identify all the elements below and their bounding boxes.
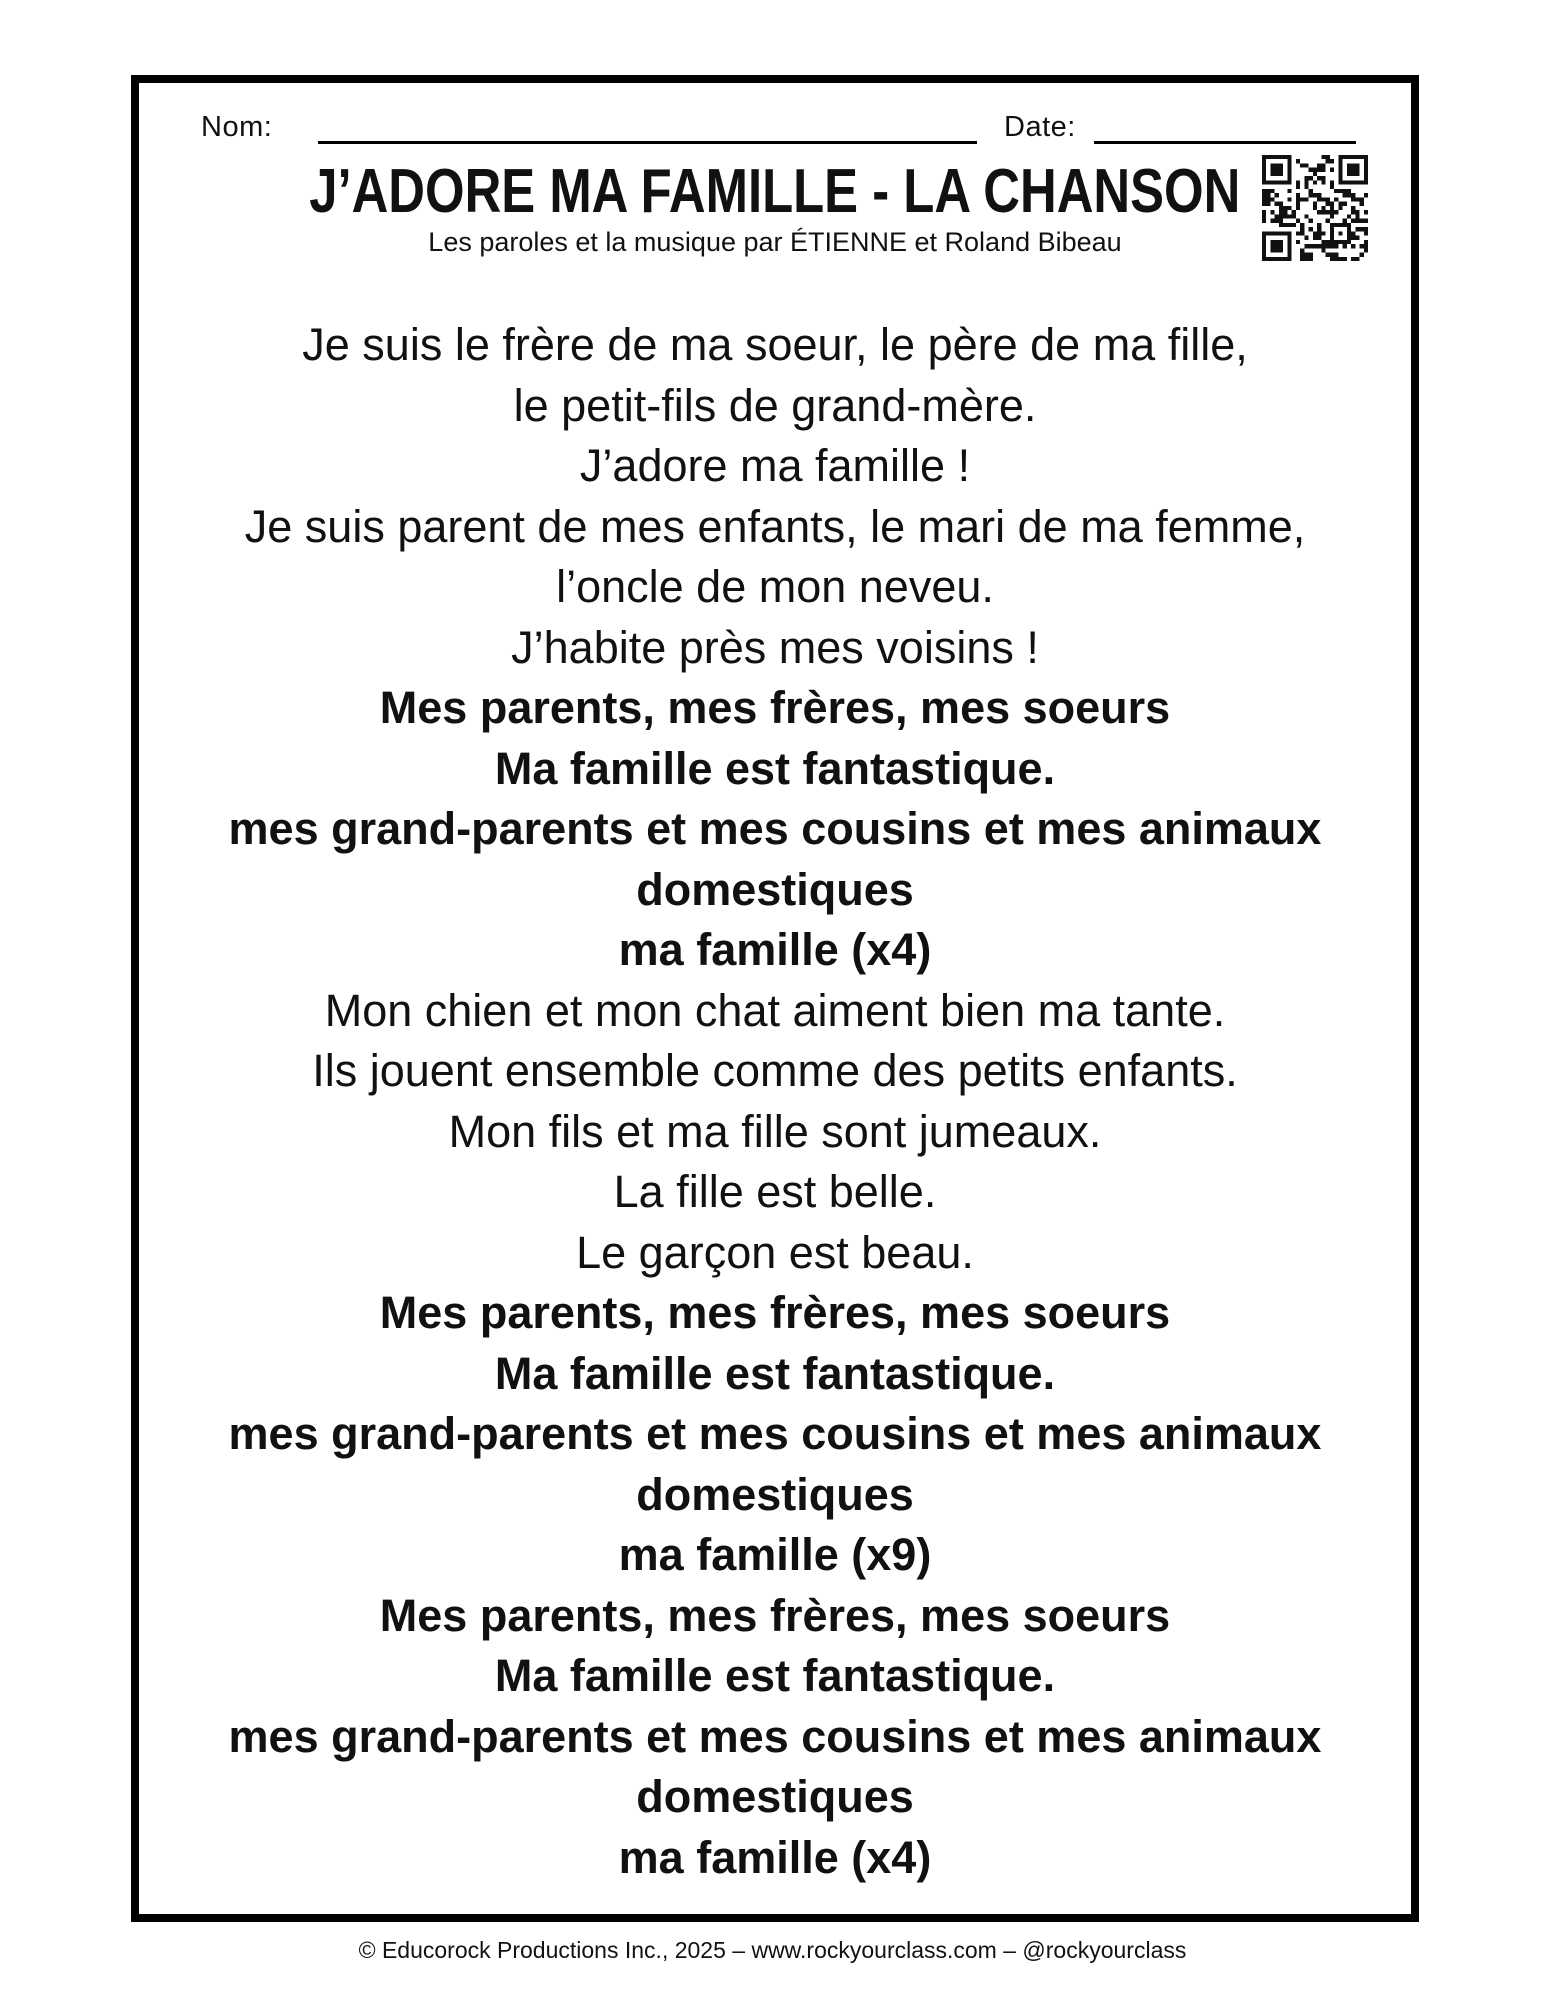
nom-label: Nom: [201, 111, 273, 143]
qr-code-icon [1262, 155, 1368, 261]
lyric-line: mes grand-parents et mes cousins et mes animaux [228, 803, 1322, 854]
lyric-line: J’adore ma famille ! [579, 440, 971, 491]
lyric-line: Ma famille est fantastique. [494, 1347, 1056, 1399]
lyric-line: domestiques [636, 863, 914, 915]
lyric-line: Mes parents, mes frères, mes soeurs [379, 1589, 1171, 1641]
footer-credit: © Educorock Productions Inc., 2025 – www.rockyourclass.com – @rockyourclass [358, 1937, 1187, 1963]
lyric-line: mes grand-parents et mes cousins et mes animaux [228, 1710, 1322, 1762]
page-title-text: J’ADORE MA FAMILLE - LA CHANSON [309, 157, 1241, 226]
lyric-line: domestiques [636, 1468, 914, 1520]
lyric-line: La fille est belle. [613, 1166, 937, 1217]
lyric-line: ma famille (x4) [618, 1831, 932, 1883]
lyric-line: le petit-fils de grand-mère. [513, 379, 1037, 431]
lyric-line: l’oncle de mon neveu. [556, 561, 994, 612]
lyric-line: ma famille (x4) [618, 924, 932, 975]
lyric-line: Mon fils et ma fille sont jumeaux. [448, 1105, 1102, 1157]
lyric-line: Mes parents, mes frères, mes soeurs [379, 1287, 1171, 1338]
lyrics-block [137, 315, 1413, 1888]
lyric-line: domestiques [636, 1771, 914, 1822]
date-label: Date: [1004, 111, 1076, 143]
lyric-line: ma famille (x9) [618, 1529, 932, 1580]
lyric-line: mes grand-parents et mes cousins et mes animaux [228, 1408, 1322, 1459]
lyric-line: Le garçon est beau. [576, 1226, 974, 1278]
lyric-line: Ma famille est fantastique. [494, 1650, 1056, 1701]
lyric-line: Je suis le frère de ma soeur, le père de ma fille, [302, 319, 1248, 370]
lyric-line: Mon chien et mon chat aiment bien ma tante. [324, 984, 1226, 1036]
nom-input-line[interactable] [318, 141, 977, 144]
date-input-line[interactable] [1094, 141, 1356, 144]
lyric-line: Mes parents, mes frères, mes soeurs [379, 682, 1171, 733]
lyric-line: Je suis parent de mes enfants, le mari de ma femme, [244, 500, 1306, 552]
page-subtitle: Les paroles et la musique par ÉTIENNE et Roland Bibeau [428, 227, 1122, 257]
lyric-line: Ils jouent ensemble comme des petits enfants. [312, 1045, 1238, 1096]
lyric-line: Ma famille est fantastique. [494, 742, 1056, 794]
lyric-line: J’habite près mes voisins ! [511, 621, 1039, 673]
